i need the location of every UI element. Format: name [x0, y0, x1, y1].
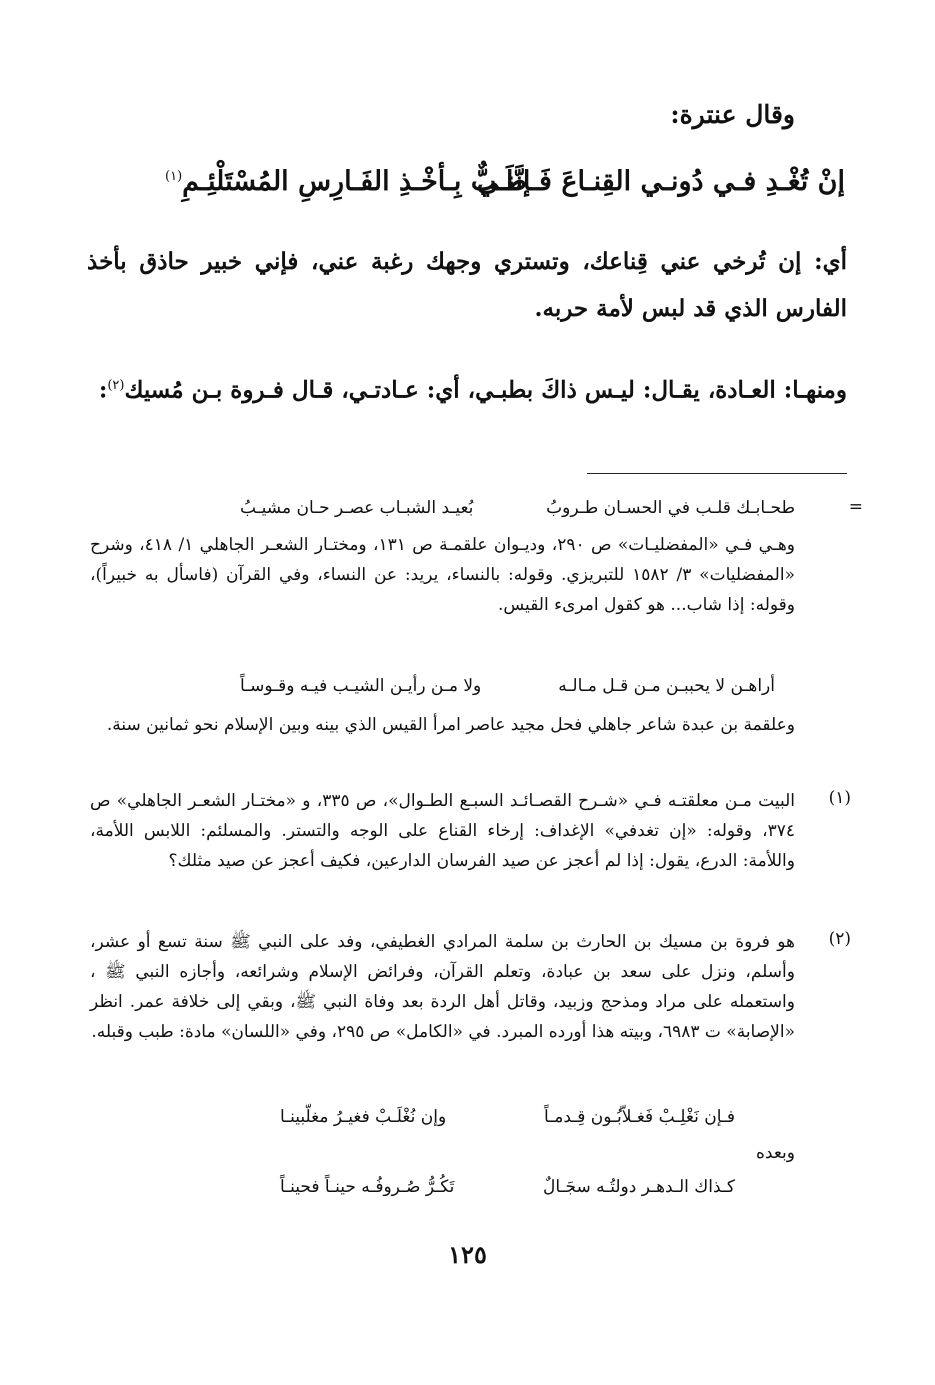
fn2-verse1-second-half: وإن نُغْلَـبْ فغيـرُ مغلّبينـا	[280, 1107, 447, 1127]
page-number: ١٢٥	[448, 1240, 487, 1269]
fn2-after-label: وبعده	[756, 1143, 795, 1163]
verse-second-half	[165, 166, 527, 197]
footnote-2-text: هو فروة بن مسيك بن الحارث بن سلمة المرادي الغطيفي، وفد على النبي ﷺ سنة تسع أو عشر، وأسلم، ونزل على سعد بن عبادة، وتعلم القرآن، وفرائض الإسلام وشرائعه، وأجازه النبي ﷺ ، واستعمله على مراد ومذحج وزبيد، وقاتل أهل الردة بعد وفاة النبي ﷺ، وبقي إلى خلافة عمر. انظر «الإصابة» ت ٦٩٨٣، وبيته هذا أورده المبرد. في «الكامل» ص ٢٩٥، وفي «اللسان» مادة: طبب وقبله.	[90, 932, 795, 1042]
footnote-1-text: البيت مـن معلقتـه فـي «شـرح القصـائـد السبـع الطـوال»، ص ٣٣٥، و «مختـار الشعـر الجاهلي» ص ٣٧٤، وقوله: «إن تغدفي» الإغداف: إرخاء القناع على الوجه والتستر. والمسلئم: اللابس اللأمة، واللأمة: الدرع، يقول: إذا لم أعجز عن صيد الفرسان الدارعين، فكيف أعجز عن صيد مثلك؟	[90, 791, 795, 871]
fn2-verse2-second-half: تَكُـرُّ صُـروفُـه حينـاً فحينـاً	[280, 1177, 455, 1197]
verse-second-half-text: طَـبٌّ بِـأخْـذِ الفَـارِسِ المُسْتَلْئِـمِ	[182, 166, 527, 197]
intro-line: وقال عنترة:	[670, 100, 795, 129]
fn2-verse1-first-half: فـإن نَغْلِـبْ فَغـلاّبُـون قِـدمـاً	[544, 1107, 735, 1127]
cont-verse2-first-half: أراهـن لا يحببـن مـن قـل مـالـه	[558, 676, 775, 696]
footnote-ref-1: (١)	[165, 169, 183, 184]
cont-verse-second-half: بُعيـد الشبـاب عصـر حـان مشيـبُ	[240, 498, 474, 518]
paragraph-explanation: أي: إن تُرخي عني قِناعك، وتستري وجهك رغبة عني، فإني خبير حاذق بأخذ الفارس الذي قد لبس لأمة حربه.	[87, 248, 847, 322]
footnote-number-1: (١)	[828, 788, 851, 808]
continuation-marker: =	[848, 497, 863, 517]
cont-verse-first-half: طحـابـك قلـب في الحسـان طـروبُ	[546, 498, 795, 518]
footnote-number-2: (٢)	[828, 929, 851, 949]
footnote-separator	[587, 473, 847, 474]
paragraph-meaning	[87, 362, 847, 414]
verse-first-half: إنْ تُغْـدِ فـي دُونـي القِنـاعَ فَـإنَّنـي	[476, 166, 845, 197]
cont-verse2-second-half: ولا مـن رأيـن الشيـب فيـه وقـوسـاً	[240, 676, 482, 696]
footnote-ref-2: (٢)	[107, 378, 125, 393]
paragraph-meaning-end: :	[98, 376, 108, 404]
footnote-continuation-text: وهـي فـي «المفضليـات» ص ٢٩٠، وديـوان علقمـة ص ١٣١، ومختـار الشعـر الجاهلي ١/ ٤١٨، وشرح «المفضليات» ٣/ ١٥٨٢ للتبريزي. وقوله: بالنساء، يريد: عن النساء، وفي القرآن (فاسأل به خبيراً)، وقوله: إذا شاب... هو كقول امرىء القيس.	[90, 535, 795, 615]
fn2-verse2-first-half: كـذاك الـدهـر دولتُـه سجَـالٌ	[543, 1177, 735, 1197]
footnote-continuation-text-2: وعلقمة بن عبدة شاعر جاهلي فحل مجيد عاصر امرأ القيس الذي بينه وبين الإسلام نحو ثمانين سنة.	[106, 715, 795, 735]
paragraph-meaning-text: ومنهـا: العـادة، يقـال: ليـس ذاكَ بطبـي، أي: عـادتـي، قـال فـروة بـن مُسيك	[124, 376, 847, 404]
